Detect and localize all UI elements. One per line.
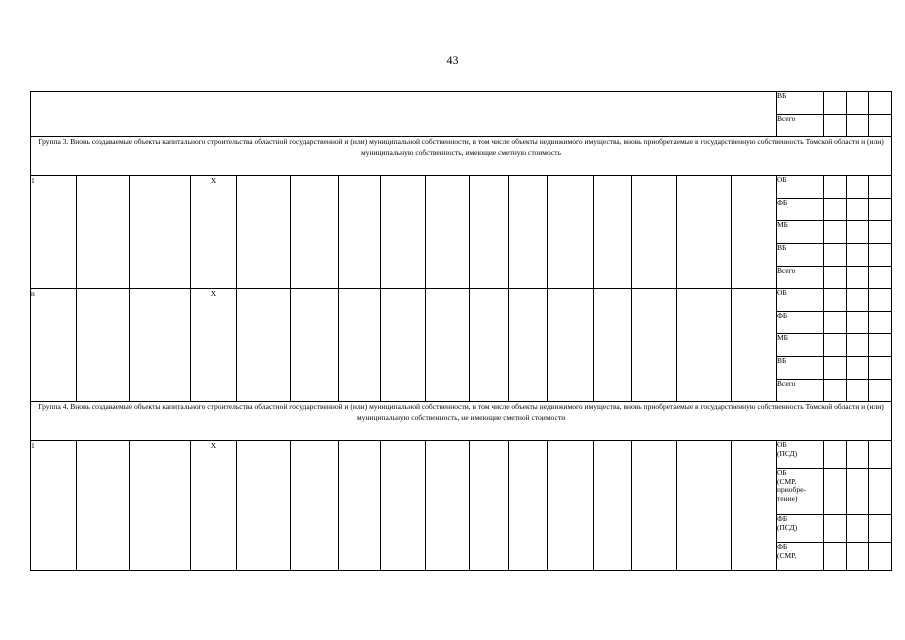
blank-cell <box>677 441 732 571</box>
amount-cell <box>869 176 892 199</box>
amount-cell <box>847 221 869 244</box>
blank-cell <box>426 176 470 289</box>
blank-cell <box>381 441 426 571</box>
amount-cell <box>869 266 892 289</box>
item-number: 1 <box>31 176 77 289</box>
blank-cell <box>677 289 732 402</box>
funding-source-cell: ОБ (СМР, приобре- тение) <box>777 469 824 515</box>
amount-cell <box>824 289 847 312</box>
amount-cell <box>824 515 847 543</box>
blank-cell <box>339 441 381 571</box>
blank-cell <box>509 441 548 571</box>
amount-cell <box>824 543 847 571</box>
merged-blank-cell <box>31 92 777 137</box>
funding-source-cell: Всего <box>777 266 824 289</box>
amount-cell <box>869 379 892 402</box>
blank-cell <box>470 441 509 571</box>
group-title: Группа 4. Вновь создаваемые объекты капитального строительства областной государственной и (или) муниципальной собственности, в том числе объекты недвижимого имущества, вновь приобретаемые в государственную собственность Томской области и (или) муниципальную собственность, не имеющие сметной стоимости <box>31 402 892 441</box>
amount-cell <box>847 289 869 312</box>
funding-source-cell: Всего <box>777 114 824 137</box>
amount-cell <box>824 441 847 469</box>
amount-cell <box>869 469 892 515</box>
blank-cell <box>470 289 509 402</box>
funding-source-cell: ОБ <box>777 176 824 199</box>
amount-cell <box>869 289 892 312</box>
amount-cell <box>847 311 869 334</box>
blank-cell <box>509 176 548 289</box>
amount-cell <box>869 515 892 543</box>
blank-cell <box>291 176 339 289</box>
item-number: n <box>31 289 77 402</box>
blank-cell <box>339 289 381 402</box>
blank-cell <box>291 289 339 402</box>
blank-cell <box>77 289 130 402</box>
blank-cell <box>237 289 291 402</box>
amount-cell <box>824 266 847 289</box>
table-row <box>31 137 892 176</box>
amount-cell <box>824 334 847 357</box>
blank-cell <box>509 289 548 402</box>
amount-cell <box>824 311 847 334</box>
table-row <box>31 441 892 469</box>
blank-cell <box>732 289 777 402</box>
amount-cell <box>847 243 869 266</box>
budget-table <box>30 91 892 571</box>
blank-cell <box>77 176 130 289</box>
amount-cell <box>824 198 847 221</box>
amount-cell <box>847 469 869 515</box>
funding-source-cell: Всего <box>777 379 824 402</box>
amount-cell <box>824 243 847 266</box>
funding-source-cell: ВБ <box>777 356 824 379</box>
amount-cell <box>847 176 869 199</box>
blank-cell <box>732 176 777 289</box>
blank-cell <box>548 441 594 571</box>
blank-cell <box>732 441 777 571</box>
blank-cell <box>130 441 191 571</box>
amount-cell <box>869 356 892 379</box>
blank-cell <box>426 441 470 571</box>
amount-cell <box>824 356 847 379</box>
blank-cell <box>291 441 339 571</box>
amount-cell <box>847 356 869 379</box>
amount-cell <box>847 114 869 137</box>
amount-cell <box>824 114 847 137</box>
amount-cell <box>869 243 892 266</box>
amount-cell <box>824 176 847 199</box>
blank-cell <box>77 441 130 571</box>
blank-cell <box>130 176 191 289</box>
amount-cell <box>847 543 869 571</box>
x-mark-cell: X <box>191 441 237 571</box>
amount-cell <box>824 92 847 115</box>
table-row <box>31 176 892 199</box>
amount-cell <box>824 379 847 402</box>
page-number: 43 <box>446 53 459 67</box>
amount-cell <box>869 311 892 334</box>
blank-cell <box>677 176 732 289</box>
amount-cell <box>869 441 892 469</box>
amount-cell <box>847 334 869 357</box>
funding-source-cell: ВБ <box>777 243 824 266</box>
amount-cell <box>847 441 869 469</box>
x-mark-cell: X <box>191 176 237 289</box>
amount-cell <box>824 221 847 244</box>
blank-cell <box>594 441 632 571</box>
blank-cell <box>594 176 632 289</box>
amount-cell <box>847 92 869 115</box>
amount-cell <box>869 221 892 244</box>
amount-cell <box>869 198 892 221</box>
table-row <box>31 402 892 441</box>
amount-cell <box>847 515 869 543</box>
amount-cell <box>847 379 869 402</box>
amount-cell <box>869 334 892 357</box>
amount-cell <box>869 92 892 115</box>
blank-cell <box>594 289 632 402</box>
table-body <box>31 92 892 571</box>
funding-source-cell: ОБ <box>777 289 824 312</box>
funding-source-cell: ОБ (ПСД) <box>777 441 824 469</box>
funding-source-cell: ФБ <box>777 311 824 334</box>
blank-cell <box>548 176 594 289</box>
blank-cell <box>632 289 677 402</box>
amount-cell <box>869 543 892 571</box>
table-row <box>31 289 892 312</box>
blank-cell <box>632 441 677 571</box>
blank-cell <box>548 289 594 402</box>
item-number: 1 <box>31 441 77 571</box>
funding-source-cell: ВБ <box>777 92 824 115</box>
table-row <box>31 92 892 115</box>
blank-cell <box>632 176 677 289</box>
funding-source-cell: ФБ (СМР, <box>777 543 824 571</box>
blank-cell <box>237 441 291 571</box>
amount-cell <box>847 198 869 221</box>
amount-cell <box>824 469 847 515</box>
funding-source-cell: ФБ (ПСД) <box>777 515 824 543</box>
funding-source-cell: МБ <box>777 221 824 244</box>
funding-source-cell: ФБ <box>777 198 824 221</box>
x-mark-cell: X <box>191 289 237 402</box>
blank-cell <box>237 176 291 289</box>
blank-cell <box>470 176 509 289</box>
blank-cell <box>381 289 426 402</box>
blank-cell <box>381 176 426 289</box>
blank-cell <box>339 176 381 289</box>
amount-cell <box>869 114 892 137</box>
funding-source-cell: МБ <box>777 334 824 357</box>
blank-cell <box>130 289 191 402</box>
group-title: Группа 3. Вновь создаваемые объекты капитального строительства областной государственной и (или) муниципальной собственности, в том числе объекты недвижимого имущества, вновь приобретаемые в государственную собственность Томской области и (или) муниципальную собственность, имеющие сметную стоимость <box>31 137 892 176</box>
amount-cell <box>847 266 869 289</box>
blank-cell <box>426 289 470 402</box>
